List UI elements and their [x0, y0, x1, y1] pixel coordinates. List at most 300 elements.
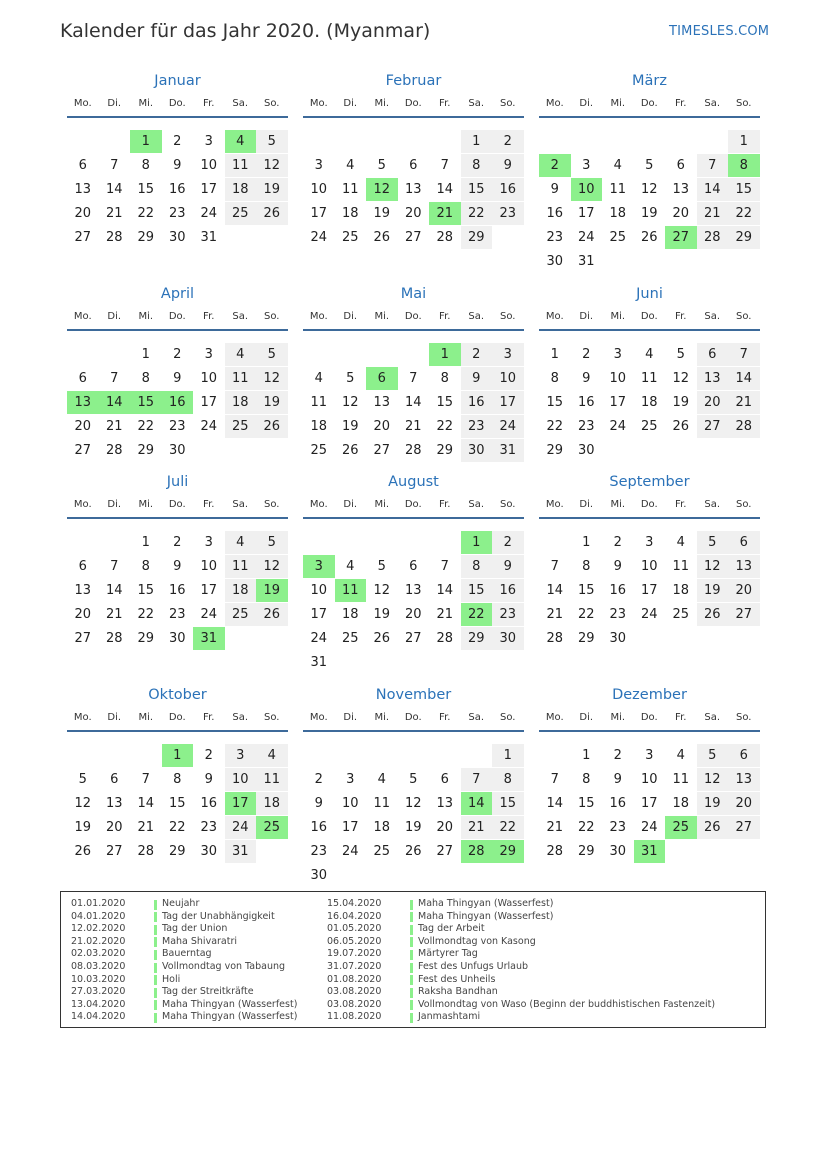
day-cell: 13	[436, 796, 454, 811]
holiday-date: 03.08.2020	[327, 986, 382, 998]
weekday-label: Di.	[107, 311, 122, 322]
holiday-day-cell: 10	[571, 178, 603, 201]
day-cell: 5	[256, 531, 288, 554]
weekday-label: Mo.	[545, 499, 564, 510]
day-cell: 9	[173, 371, 182, 386]
day-cell: 28	[105, 631, 123, 646]
day-cell: 11	[640, 371, 658, 386]
day-cell: 2	[492, 130, 524, 153]
day-cell: 20	[404, 607, 422, 622]
day-cell: 6	[110, 772, 119, 787]
holiday-marker	[410, 900, 413, 910]
holiday-marker	[154, 975, 157, 985]
weekday-label: Mo.	[545, 712, 564, 723]
day-cell: 10	[640, 559, 658, 574]
day-cell: 3	[204, 535, 213, 550]
day-cell: 21	[404, 419, 422, 434]
day-cell: 7	[110, 559, 119, 574]
day-cell: 12	[697, 768, 729, 791]
day-cell: 15	[168, 796, 186, 811]
day-cell: 19	[672, 395, 690, 410]
holiday-marker	[154, 988, 157, 998]
weekday-label: Do.	[640, 98, 658, 109]
weekday-label: Di.	[579, 98, 594, 109]
day-cell: 6	[440, 772, 449, 787]
day-cell: 19	[74, 820, 92, 835]
day-cell: 10	[225, 768, 257, 791]
holiday-day-cell: 1	[162, 744, 194, 767]
month-name: Mai	[400, 286, 427, 302]
day-cell: 17	[609, 395, 627, 410]
day-cell: 30	[492, 627, 524, 650]
day-cell: 14	[137, 796, 155, 811]
day-cell: 23	[492, 603, 524, 626]
weekday-label: Sa.	[704, 311, 721, 322]
day-cell: 26	[404, 844, 422, 859]
day-cell: 27	[404, 230, 422, 245]
day-cell: 16	[609, 796, 627, 811]
month-divider	[67, 517, 288, 519]
holiday-marker	[410, 925, 413, 935]
holiday-date: 21.02.2020	[71, 935, 126, 947]
weekday-label: Do.	[168, 98, 186, 109]
day-cell: 8	[141, 559, 150, 574]
month-divider	[539, 730, 760, 732]
weekday-label: So.	[500, 499, 516, 510]
weekday-label: Di.	[107, 499, 122, 510]
day-cell: 11	[225, 555, 257, 578]
day-cell: 3	[204, 347, 213, 362]
weekday-label: Mi.	[610, 311, 626, 322]
holiday-date: 02.03.2020	[71, 948, 126, 960]
holiday-name: Märtyrer Tag	[418, 948, 478, 960]
day-cell: 8	[141, 371, 150, 386]
holiday-day-cell: 4	[225, 130, 257, 153]
weekday-label: Mo.	[545, 311, 564, 322]
holiday-marker	[154, 937, 157, 947]
day-cell: 24	[640, 820, 658, 835]
day-cell: 9	[173, 559, 182, 574]
day-cell: 11	[225, 367, 257, 390]
holiday-date: 11.08.2020	[327, 1011, 382, 1023]
day-cell: 25	[341, 631, 359, 646]
day-cell: 9	[461, 367, 493, 390]
holiday-day-cell: 14	[461, 792, 493, 815]
day-cell: 5	[346, 371, 355, 386]
weekday-label: Sa.	[704, 499, 721, 510]
holiday-legend	[60, 891, 766, 1028]
weekday-label: Fr.	[675, 499, 687, 510]
day-cell: 9	[550, 182, 559, 197]
weekday-label: Mi.	[138, 311, 154, 322]
day-cell: 17	[577, 206, 595, 221]
weekday-label: Di.	[579, 311, 594, 322]
holiday-date: 27.03.2020	[71, 986, 126, 998]
day-cell: 21	[436, 607, 454, 622]
weekday-label: Mo.	[73, 98, 92, 109]
day-cell: 29	[137, 631, 155, 646]
day-cell: 27	[74, 443, 92, 458]
day-cell: 8	[173, 772, 182, 787]
day-cell: 7	[409, 371, 418, 386]
day-cell: 8	[492, 768, 524, 791]
holiday-date: 14.04.2020	[71, 1011, 126, 1023]
weekday-label: Mo.	[309, 311, 328, 322]
brand-link[interactable]: TIMESLES.COM	[669, 24, 770, 39]
day-cell: 25	[672, 607, 690, 622]
weekday-label: So.	[264, 499, 280, 510]
day-cell: 7	[550, 559, 559, 574]
day-cell: 13	[74, 182, 92, 197]
weekday-label: So.	[736, 98, 752, 109]
day-cell: 21	[137, 820, 155, 835]
holiday-marker	[154, 900, 157, 910]
day-cell: 26	[697, 603, 729, 626]
holiday-date: 01.08.2020	[327, 973, 382, 985]
day-cell: 9	[492, 555, 524, 578]
weekday-label: Sa.	[704, 98, 721, 109]
day-cell: 29	[436, 443, 454, 458]
day-cell: 28	[105, 443, 123, 458]
day-cell: 12	[256, 555, 288, 578]
weekday-label: Do.	[168, 712, 186, 723]
day-cell: 19	[697, 579, 729, 602]
day-cell: 13	[105, 796, 123, 811]
day-cell: 9	[314, 796, 323, 811]
day-cell: 20	[105, 820, 123, 835]
month-name: Dezember	[612, 687, 687, 703]
day-cell: 17	[492, 391, 524, 414]
day-cell: 26	[256, 603, 288, 626]
day-cell: 4	[676, 535, 685, 550]
holiday-name: Maha Shivaratri	[162, 935, 238, 947]
day-cell: 30	[310, 868, 328, 883]
day-cell: 6	[676, 158, 685, 173]
day-cell: 21	[105, 607, 123, 622]
day-cell: 25	[640, 419, 658, 434]
day-cell: 15	[137, 182, 155, 197]
day-cell: 20	[404, 206, 422, 221]
weekday-label: Sa.	[232, 98, 249, 109]
day-cell: 20	[373, 419, 391, 434]
month-name: Juli	[166, 474, 189, 490]
day-cell: 14	[697, 178, 729, 201]
day-cell: 5	[377, 158, 386, 173]
day-cell: 24	[200, 419, 218, 434]
day-cell: 7	[110, 158, 119, 173]
day-cell: 25	[225, 603, 257, 626]
day-cell: 21	[697, 202, 729, 225]
holiday-day-cell: 27	[665, 226, 697, 249]
holiday-day-cell: 28	[461, 840, 493, 863]
holiday-day-cell: 12	[366, 178, 398, 201]
day-cell: 24	[200, 607, 218, 622]
day-cell: 30	[546, 254, 564, 269]
day-cell: 17	[310, 206, 328, 221]
day-cell: 14	[436, 182, 454, 197]
day-cell: 22	[577, 607, 595, 622]
day-cell: 24	[640, 607, 658, 622]
day-cell: 4	[346, 559, 355, 574]
day-cell: 25	[225, 415, 257, 438]
holiday-day-cell: 21	[429, 202, 461, 225]
day-cell: 17	[200, 395, 218, 410]
day-cell: 5	[697, 531, 729, 554]
holiday-marker	[154, 1013, 157, 1023]
day-cell: 15	[436, 395, 454, 410]
day-cell: 16	[492, 178, 524, 201]
day-cell: 11	[256, 768, 288, 791]
day-cell: 23	[200, 820, 218, 835]
day-cell: 3	[645, 535, 654, 550]
day-cell: 13	[728, 768, 760, 791]
day-cell: 16	[310, 820, 328, 835]
day-cell: 20	[436, 820, 454, 835]
weekday-label: Fr.	[439, 712, 451, 723]
day-cell: 25	[310, 443, 328, 458]
day-cell: 23	[492, 202, 524, 225]
day-cell: 18	[341, 206, 359, 221]
day-cell: 22	[137, 607, 155, 622]
weekday-label: Sa.	[468, 712, 485, 723]
day-cell: 1	[550, 347, 559, 362]
day-cell: 6	[728, 531, 760, 554]
weekday-label: So.	[500, 98, 516, 109]
weekday-label: Mi.	[374, 98, 390, 109]
day-cell: 25	[341, 230, 359, 245]
weekday-label: Di.	[579, 712, 594, 723]
holiday-marker	[154, 1000, 157, 1010]
day-cell: 7	[461, 768, 493, 791]
day-cell: 1	[461, 130, 493, 153]
day-cell: 16	[577, 395, 595, 410]
month-divider	[67, 730, 288, 732]
day-cell: 15	[546, 395, 564, 410]
day-cell: 24	[492, 415, 524, 438]
day-cell: 11	[609, 182, 627, 197]
holiday-name: Tag der Union	[162, 923, 228, 935]
day-cell: 13	[672, 182, 690, 197]
page-title: Kalender für das Jahr 2020. (Myanmar)	[60, 20, 431, 42]
day-cell: 28	[436, 230, 454, 245]
day-cell: 21	[105, 206, 123, 221]
holiday-date: 01.05.2020	[327, 923, 382, 935]
holiday-marker	[154, 963, 157, 973]
weekday-label: Sa.	[232, 311, 249, 322]
day-cell: 13	[404, 583, 422, 598]
month-name: September	[609, 474, 690, 490]
day-cell: 5	[697, 744, 729, 767]
weekday-label: Mo.	[545, 98, 564, 109]
weekday-label: Di.	[107, 98, 122, 109]
day-cell: 7	[141, 772, 150, 787]
weekday-label: So.	[500, 311, 516, 322]
day-cell: 13	[404, 182, 422, 197]
day-cell: 14	[546, 583, 564, 598]
day-cell: 21	[546, 607, 564, 622]
day-cell: 9	[582, 371, 591, 386]
holiday-date: 06.05.2020	[327, 935, 382, 947]
holiday-name: Fest des Unheils	[418, 973, 496, 985]
month-divider	[303, 730, 524, 732]
holiday-date: 12.02.2020	[71, 923, 126, 935]
day-cell: 2	[582, 347, 591, 362]
holiday-marker	[410, 912, 413, 922]
holiday-name: Tag der Unabhängigkeit	[162, 910, 275, 922]
month-name: April	[160, 286, 195, 302]
day-cell: 27	[404, 631, 422, 646]
day-cell: 23	[310, 844, 328, 859]
weekday-label: Mo.	[309, 98, 328, 109]
holiday-marker	[410, 988, 413, 998]
day-cell: 8	[582, 559, 591, 574]
holiday-day-cell: 8	[728, 154, 760, 177]
weekday-label: Mo.	[73, 311, 92, 322]
day-cell: 21	[461, 816, 493, 839]
day-cell: 11	[310, 395, 328, 410]
holiday-name: Vollmondtag von Tabaung	[162, 961, 286, 972]
day-cell: 29	[728, 226, 760, 249]
day-cell: 12	[256, 367, 288, 390]
holiday-day-cell: 11	[335, 579, 367, 602]
day-cell: 20	[728, 792, 760, 815]
day-cell: 19	[256, 391, 288, 414]
holiday-name: Maha Thingyan (Wasserfest)	[162, 998, 298, 1010]
day-cell: 23	[546, 230, 564, 245]
day-cell: 3	[225, 744, 257, 767]
day-cell: 8	[550, 371, 559, 386]
day-cell: 10	[341, 796, 359, 811]
day-cell: 8	[461, 555, 493, 578]
day-cell: 27	[105, 844, 123, 859]
day-cell: 15	[461, 178, 493, 201]
day-cell: 17	[640, 583, 658, 598]
day-cell: 9	[204, 772, 213, 787]
day-cell: 4	[225, 531, 257, 554]
weekday-label: Fr.	[203, 499, 215, 510]
day-cell: 2	[314, 772, 323, 787]
day-cell: 7	[728, 343, 760, 366]
day-cell: 29	[461, 226, 493, 249]
holiday-name: Tag der Arbeit	[418, 923, 485, 935]
day-cell: 22	[168, 820, 186, 835]
weekday-label: Fr.	[203, 712, 215, 723]
holiday-name: Vollmondtag von Waso (Beginn der buddhistischen Fastenzeit)	[418, 998, 716, 1010]
day-cell: 28	[546, 631, 564, 646]
day-cell: 22	[137, 206, 155, 221]
day-cell: 18	[225, 178, 257, 201]
weekday-label: So.	[736, 311, 752, 322]
weekday-label: Mo.	[309, 499, 328, 510]
holiday-name: Vollmondtag von Kasong	[418, 935, 536, 947]
weekday-label: Di.	[107, 712, 122, 723]
day-cell: 19	[341, 419, 359, 434]
day-cell: 18	[341, 607, 359, 622]
day-cell: 30	[168, 631, 186, 646]
day-cell: 4	[256, 744, 288, 767]
holiday-day-cell: 25	[665, 816, 697, 839]
day-cell: 23	[168, 607, 186, 622]
day-cell: 23	[609, 607, 627, 622]
day-cell: 28	[697, 226, 729, 249]
weekday-label: Mi.	[138, 499, 154, 510]
day-cell: 12	[74, 796, 92, 811]
holiday-name: Holi	[162, 973, 181, 985]
weekday-label: So.	[500, 712, 516, 723]
holiday-day-cell: 1	[461, 531, 493, 554]
day-cell: 2	[461, 343, 493, 366]
day-cell: 24	[225, 816, 257, 839]
day-cell: 10	[200, 559, 218, 574]
holiday-day-cell: 6	[366, 367, 398, 390]
day-cell: 22	[728, 202, 760, 225]
day-cell: 1	[141, 535, 150, 550]
day-cell: 16	[546, 206, 564, 221]
day-cell: 3	[204, 134, 213, 149]
day-cell: 16	[461, 391, 493, 414]
month-name: Januar	[154, 73, 201, 89]
day-cell: 29	[168, 844, 186, 859]
day-cell: 29	[461, 627, 493, 650]
day-cell: 30	[609, 631, 627, 646]
weekday-label: Do.	[404, 499, 422, 510]
day-cell: 21	[105, 419, 123, 434]
month-name: August	[388, 474, 439, 490]
day-cell: 14	[105, 583, 123, 598]
day-cell: 7	[550, 772, 559, 787]
day-cell: 13	[74, 583, 92, 598]
day-cell: 1	[141, 347, 150, 362]
day-cell: 4	[314, 371, 323, 386]
holiday-name: Janmashtami	[418, 1011, 481, 1023]
day-cell: 19	[697, 792, 729, 815]
weekday-label: Fr.	[203, 98, 215, 109]
weekday-label: So.	[736, 712, 752, 723]
weekday-label: Fr.	[439, 499, 451, 510]
day-cell: 4	[676, 748, 685, 763]
day-cell: 23	[609, 820, 627, 835]
day-cell: 31	[310, 655, 328, 670]
weekday-label: Mi.	[374, 712, 390, 723]
holiday-date: 16.04.2020	[327, 910, 382, 922]
day-cell: 8	[582, 772, 591, 787]
day-cell: 25	[609, 230, 627, 245]
day-cell: 12	[697, 555, 729, 578]
day-cell: 2	[492, 531, 524, 554]
day-cell: 10	[200, 158, 218, 173]
day-cell: 18	[373, 820, 391, 835]
day-cell: 14	[546, 796, 564, 811]
day-cell: 9	[613, 772, 622, 787]
month-divider	[539, 517, 760, 519]
weekday-label: Do.	[640, 311, 658, 322]
day-cell: 7	[440, 559, 449, 574]
day-cell: 16	[168, 182, 186, 197]
weekday-label: Fr.	[439, 98, 451, 109]
month-divider	[539, 329, 760, 331]
day-cell: 24	[310, 631, 328, 646]
day-cell: 7	[697, 154, 729, 177]
day-cell: 16	[200, 796, 218, 811]
day-cell: 10	[609, 371, 627, 386]
weekday-label: Mi.	[374, 311, 390, 322]
day-cell: 2	[173, 347, 182, 362]
day-cell: 31	[492, 439, 524, 462]
day-cell: 13	[697, 367, 729, 390]
holiday-marker	[410, 1000, 413, 1010]
day-cell: 30	[461, 439, 493, 462]
day-cell: 1	[728, 130, 760, 153]
